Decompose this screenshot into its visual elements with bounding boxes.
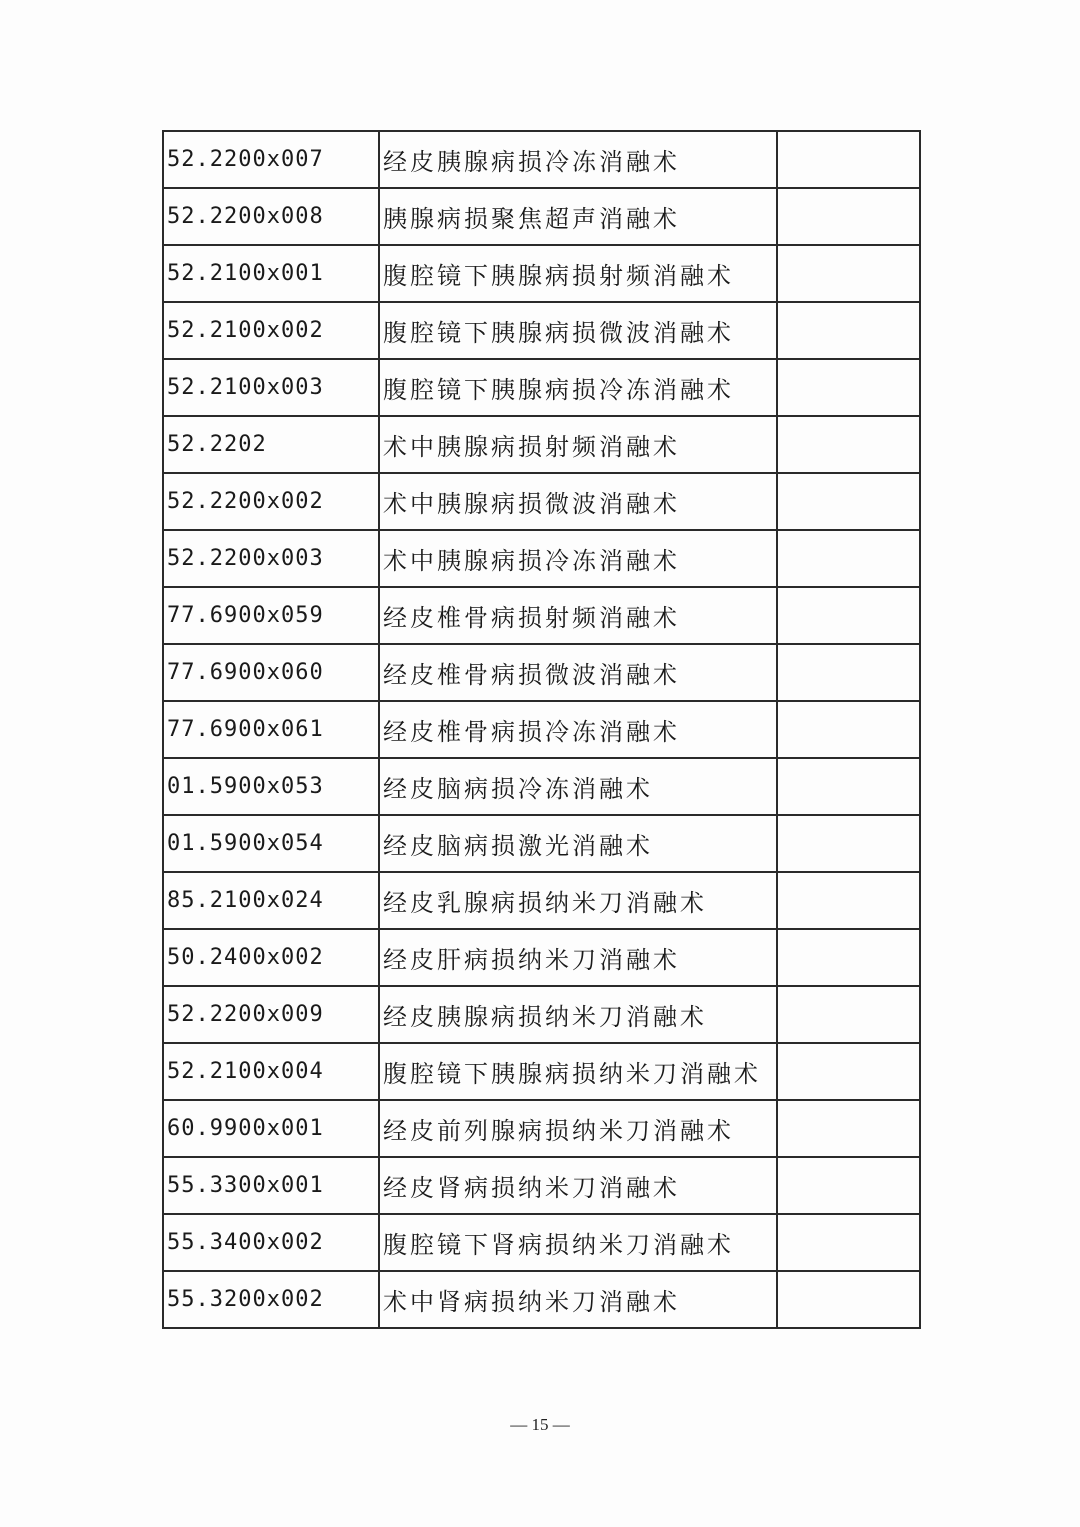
table-row — [163, 644, 920, 701]
procedure-code-table — [162, 130, 921, 1329]
note-cell — [777, 644, 920, 701]
operation-code-cell: 77.6900x060 — [163, 644, 379, 701]
operation-code-cell: 52.2202 — [163, 416, 379, 473]
note-cell — [777, 872, 920, 929]
table-row — [163, 131, 920, 188]
table-row — [163, 758, 920, 815]
note-cell — [777, 359, 920, 416]
note-cell — [777, 1100, 920, 1157]
table-row — [163, 302, 920, 359]
operation-code-cell: 01.5900x053 — [163, 758, 379, 815]
table-row — [163, 1157, 920, 1214]
note-cell — [777, 302, 920, 359]
operation-code-cell: 01.5900x054 — [163, 815, 379, 872]
note-cell — [777, 701, 920, 758]
operation-name-cell: 经皮肝病损纳米刀消融术 — [379, 929, 777, 986]
operation-code-cell: 52.2200x009 — [163, 986, 379, 1043]
table-row — [163, 1214, 920, 1271]
table-row — [163, 416, 920, 473]
operation-code-cell: 52.2100x004 — [163, 1043, 379, 1100]
table-row — [163, 530, 920, 587]
operation-code-cell: 52.2100x003 — [163, 359, 379, 416]
operation-name-cell: 腹腔镜下胰腺病损纳米刀消融术 — [379, 1043, 777, 1100]
operation-code-cell: 55.3200x002 — [163, 1271, 379, 1328]
table-row — [163, 1100, 920, 1157]
operation-name-cell: 经皮椎骨病损微波消融术 — [379, 644, 777, 701]
note-cell — [777, 758, 920, 815]
operation-code-cell: 85.2100x024 — [163, 872, 379, 929]
operation-name-cell: 腹腔镜下胰腺病损冷冻消融术 — [379, 359, 777, 416]
table-row — [163, 986, 920, 1043]
operation-name-cell: 经皮胰腺病损纳米刀消融术 — [379, 986, 777, 1043]
operation-name-cell: 经皮脑病损冷冻消融术 — [379, 758, 777, 815]
table-row — [163, 359, 920, 416]
operation-code-cell: 77.6900x061 — [163, 701, 379, 758]
operation-code-cell: 52.2100x001 — [163, 245, 379, 302]
operation-name-cell: 术中胰腺病损射频消融术 — [379, 416, 777, 473]
table-row — [163, 245, 920, 302]
operation-code-cell: 52.2200x003 — [163, 530, 379, 587]
operation-code-cell: 50.2400x002 — [163, 929, 379, 986]
operation-name-cell: 经皮椎骨病损冷冻消融术 — [379, 701, 777, 758]
operation-name-cell: 经皮乳腺病损纳米刀消融术 — [379, 872, 777, 929]
operation-code-cell: 52.2100x002 — [163, 302, 379, 359]
table-body — [163, 131, 920, 1328]
operation-name-cell: 术中胰腺病损冷冻消融术 — [379, 530, 777, 587]
table-row — [163, 1043, 920, 1100]
operation-code-cell: 55.3400x002 — [163, 1214, 379, 1271]
operation-name-cell: 经皮脑病损激光消融术 — [379, 815, 777, 872]
note-cell — [777, 245, 920, 302]
note-cell — [777, 1043, 920, 1100]
operation-name-cell: 术中胰腺病损微波消融术 — [379, 473, 777, 530]
table-row — [163, 701, 920, 758]
note-cell — [777, 986, 920, 1043]
operation-name-cell: 经皮前列腺病损纳米刀消融术 — [379, 1100, 777, 1157]
operation-name-cell: 经皮肾病损纳米刀消融术 — [379, 1157, 777, 1214]
note-cell — [777, 1157, 920, 1214]
table-row — [163, 1271, 920, 1328]
operation-name-cell: 胰腺病损聚焦超声消融术 — [379, 188, 777, 245]
operation-name-cell: 术中肾病损纳米刀消融术 — [379, 1271, 777, 1328]
operation-code-cell: 60.9900x001 — [163, 1100, 379, 1157]
operation-name-cell: 腹腔镜下肾病损纳米刀消融术 — [379, 1214, 777, 1271]
table-row — [163, 473, 920, 530]
table-row — [163, 815, 920, 872]
note-cell — [777, 815, 920, 872]
note-cell — [777, 929, 920, 986]
note-cell — [777, 1214, 920, 1271]
table-row — [163, 929, 920, 986]
note-cell — [777, 530, 920, 587]
page-number: — 15 — — [510, 1415, 570, 1434]
operation-code-cell: 52.2200x002 — [163, 473, 379, 530]
note-cell — [777, 587, 920, 644]
operation-code-cell: 52.2200x007 — [163, 131, 379, 188]
note-cell — [777, 188, 920, 245]
operation-code-cell: 55.3300x001 — [163, 1157, 379, 1214]
note-cell — [777, 416, 920, 473]
note-cell — [777, 131, 920, 188]
operation-name-cell: 经皮椎骨病损射频消融术 — [379, 587, 777, 644]
operation-name-cell: 腹腔镜下胰腺病损射频消融术 — [379, 245, 777, 302]
table-row — [163, 872, 920, 929]
operation-code-cell: 77.6900x059 — [163, 587, 379, 644]
operation-code-cell: 52.2200x008 — [163, 188, 379, 245]
operation-name-cell: 腹腔镜下胰腺病损微波消融术 — [379, 302, 777, 359]
note-cell — [777, 473, 920, 530]
operation-name-cell: 经皮胰腺病损冷冻消融术 — [379, 131, 777, 188]
table-row — [163, 188, 920, 245]
note-cell — [777, 1271, 920, 1328]
table-row — [163, 587, 920, 644]
